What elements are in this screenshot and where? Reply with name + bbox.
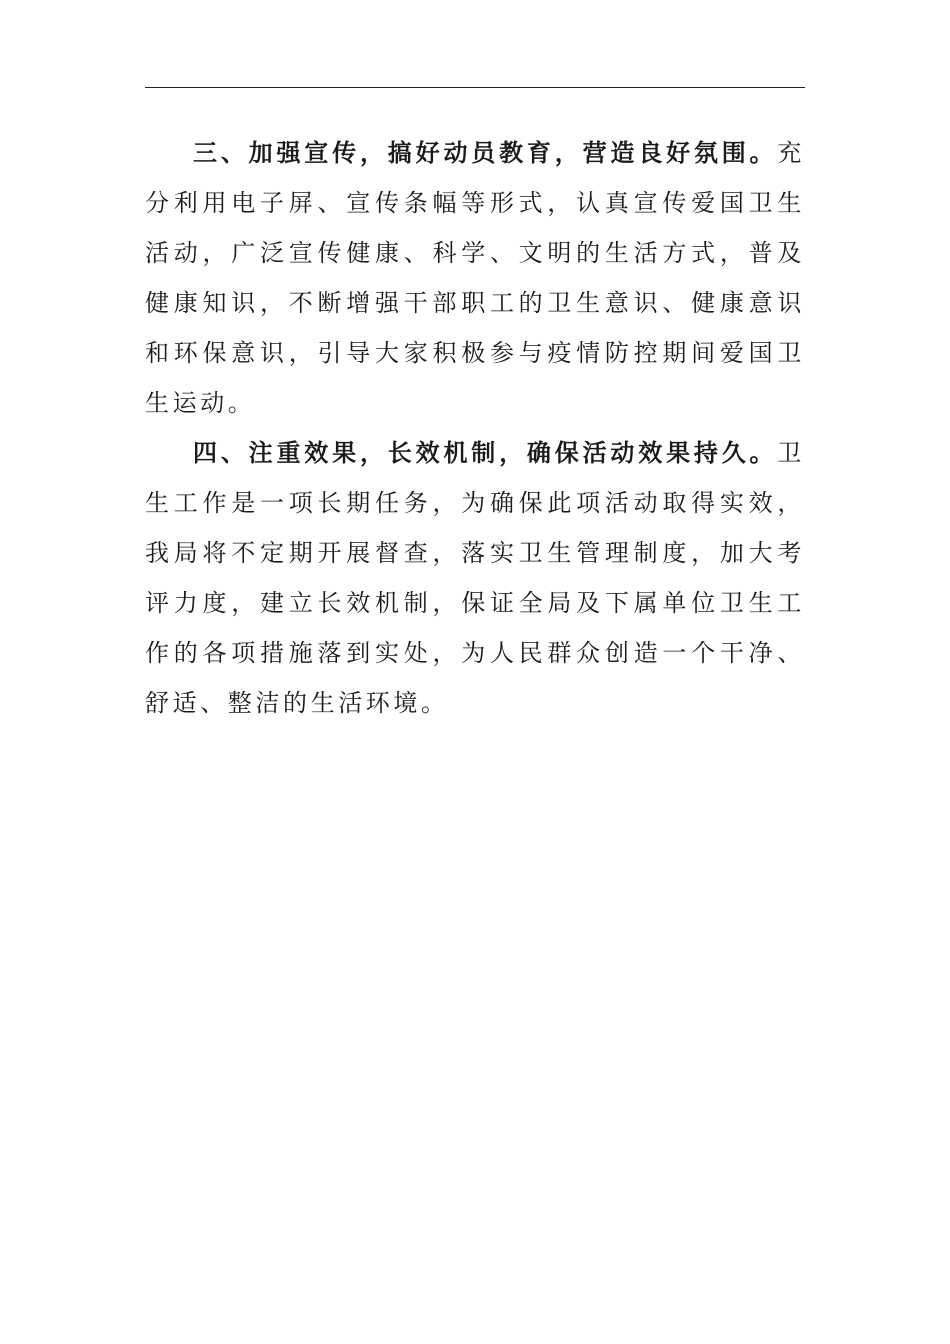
paragraph-4-heading: 四、注重效果，长效机制，确保活动效果持久。 xyxy=(193,438,778,467)
paragraph-4-body: 卫生工作是一项长期任务，为确保此项活动取得实效，我局将不定期开展督查，落实卫生管理制度，加大考评力度，建立长效机制，保证全局及下属单位卫生工作的各项措施落到实处，为人民群众创造一个干净、舒适、整洁的生活环境。 xyxy=(145,439,805,717)
header-rule xyxy=(145,87,805,88)
paragraph-4 xyxy=(145,428,805,728)
paragraph-3-heading: 三、加强宣传，搞好动员教育，营造良好氛围。 xyxy=(193,138,778,167)
paragraph-3-body: 充分利用电子屏、宣传条幅等形式，认真宣传爱国卫生活动，广泛宣传健康、科学、文明的生活方式，普及健康知识，不断增强干部职工的卫生意识、健康意识和环保意识，引导大家积极参与疫情防控期间爱国卫生运动。 xyxy=(145,139,805,417)
document-body xyxy=(145,128,805,728)
paragraph-3 xyxy=(145,128,805,428)
